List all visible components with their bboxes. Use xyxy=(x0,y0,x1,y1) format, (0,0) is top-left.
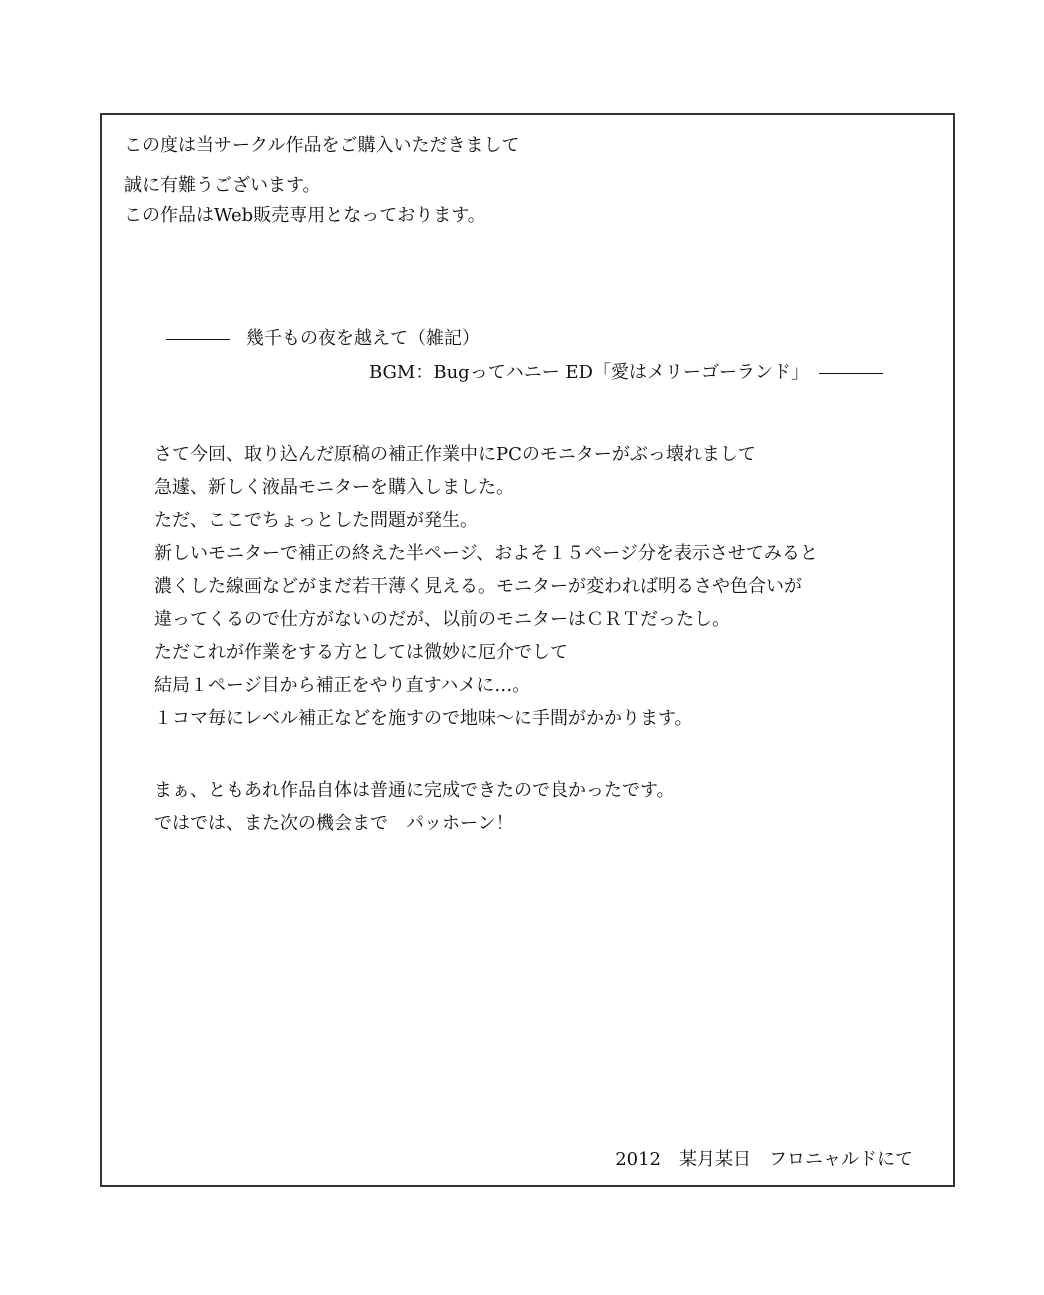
section-title: 幾千もの夜を越えて（雑記） xyxy=(246,328,480,349)
bgm-text: BGM：Bugってハニー ED「愛はメリーゴーランド」 xyxy=(368,362,809,383)
body-line: 新しいモニターで補正の終えた半ページ、およそ１５ページ分を表示させてみると xyxy=(154,543,818,564)
body-line: 濃くした線画などがまだ若干薄く見える。モニターが変われば明るさや色合いが xyxy=(154,576,802,597)
body-line: 違ってくるので仕方がないのだが、以前のモニターはＣＲＴだったし。 xyxy=(154,609,730,630)
intro-line: この度は当サークル作品をご購入いただきまして xyxy=(124,135,520,156)
section-heading xyxy=(166,328,480,350)
closing-line: まぁ、ともあれ作品自体は普通に完成できたので良かったです。 xyxy=(154,780,675,801)
document-frame xyxy=(100,113,955,1187)
body-line: さて今回、取り込んだ原稿の補正作業中にPCのモニターがぶっ壊れまして xyxy=(154,444,756,465)
bgm-line xyxy=(369,362,883,384)
heading-rule-left xyxy=(166,339,230,340)
intro-line: 誠に有難うございます。 xyxy=(124,175,321,196)
body-line: １コマ毎にレベル補正などを施すので地味～に手間がかかります。 xyxy=(154,708,693,729)
body-line: ただ、ここでちょっとした問題が発生。 xyxy=(154,510,478,531)
closing-line: ではでは、また次の機会まで パッホーン！ xyxy=(154,813,514,834)
heading-rule-right xyxy=(819,373,883,374)
body-line: ただこれが作業をする方としては微妙に厄介でして xyxy=(154,642,568,663)
intro-line: この作品はWeb販売専用となっております。 xyxy=(124,205,486,226)
body-line: 結局１ページ目から補正をやり直すハメに…。 xyxy=(154,675,531,696)
signature: 2012 某月某日 フロニャルドにて xyxy=(615,1149,913,1170)
body-line: 急遽、新しく液晶モニターを購入しました。 xyxy=(154,477,514,498)
